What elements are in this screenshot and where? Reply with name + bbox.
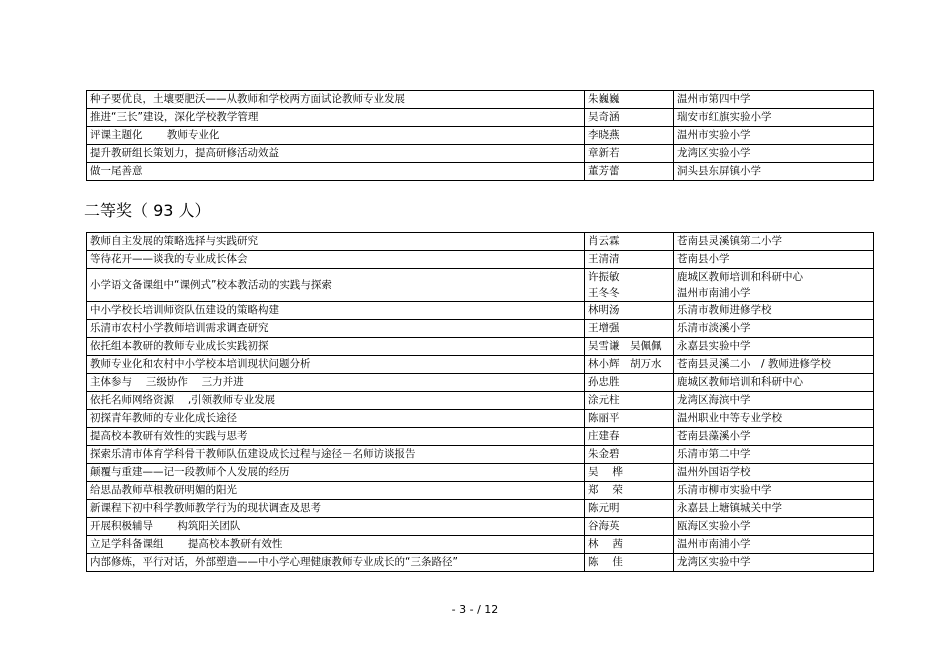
school-unit: 温州市第四中学 [674,91,874,109]
school-units [674,269,874,302]
author-name: 王清清 [585,251,674,269]
table-row [87,500,874,518]
school-unit: 永嘉县实验中学 [674,338,874,356]
author-name: 吴奇涵 [585,109,674,127]
author-names [585,269,674,302]
table-row [87,251,874,269]
school-unit: 洞头县东屏镇小学 [674,163,874,181]
paper-title: 做一尾善意 [87,163,585,181]
paper-title: 初探青年教师的专业化成长途径 [87,410,585,428]
author-name: 章新若 [585,145,674,163]
author-name: 许振敏 [588,271,620,283]
table-row [87,356,874,374]
paper-title: 教师自主发展的策略选择与实践研究 [87,233,585,251]
author-name: 朱巍巍 [585,91,674,109]
first-prize-table [86,90,874,181]
author-name: 吴 桦 [585,464,674,482]
table-row [87,320,874,338]
paper-title: 探索乐清市体育学科骨干教师队伍建设成长过程与途径－名师访谈报告 [87,446,585,464]
author-name: 陈丽平 [585,410,674,428]
paper-title: 主体参与 三级协作 三力并进 [87,374,585,392]
paper-title: 提高校本教研有效性的实践与思考 [87,428,585,446]
school-unit: 龙湾区实验中学 [674,554,874,572]
table-row [87,338,874,356]
table-row [87,91,874,109]
page-number: - 3 - / 12 [451,603,499,616]
paper-title: 教师专业化和农村中小学校本培训现状问题分析 [87,356,585,374]
paper-title: 依托名师网络资源 ,引领教师专业发展 [87,392,585,410]
author-name: 朱金碧 [585,446,674,464]
table-row [87,410,874,428]
author-name: 肖云霖 [585,233,674,251]
school-unit: 乐清市教师进修学校 [674,302,874,320]
author-name: 吴雪谦 吴佩佩 [585,338,674,356]
school-unit: 苍南县藻溪小学 [674,428,874,446]
paper-title: 小学语文备课组中“课例式”校本教活动的实践与探索 [87,269,585,302]
school-unit: 永嘉县上塘镇城关中学 [674,500,874,518]
table-row [87,428,874,446]
author-name: 谷海英 [585,518,674,536]
school-unit: 温州市实验小学 [674,127,874,145]
paper-title: 乐清市农村小学教师培训需求调查研究 [87,320,585,338]
table-row [87,145,874,163]
paper-title: 内部修炼，平行对话，外部塑造——中小学心理健康教师专业成长的“三条路径” [87,554,585,572]
table-row [87,554,874,572]
paper-title: 给思品教师草根教研明媚的阳光 [87,482,585,500]
table-row [87,302,874,320]
school-unit: 温州市南浦小学 [674,536,874,554]
paper-title: 提升教研组长策划力，提高研修活动效益 [87,145,585,163]
second-prize-table [86,232,874,572]
school-unit: 乐清市淡溪小学 [674,320,874,338]
table-row [87,536,874,554]
author-name: 李晓燕 [585,127,674,145]
author-name: 王冬冬 [588,287,620,299]
author-name: 陈元明 [585,500,674,518]
paper-title: 新课程下初中科学教师教学行为的现状调查及思考 [87,500,585,518]
author-name: 庄建春 [585,428,674,446]
author-name: 郑 荣 [585,482,674,500]
table-row [87,464,874,482]
author-name: 陈 佳 [585,554,674,572]
school-unit: 温州外国语学校 [674,464,874,482]
school-unit: 鹿城区教师培训和科研中心 [674,374,874,392]
school-unit: 乐清市柳市实验中学 [674,482,874,500]
paper-title: 立足学科备课组 提高校本教研有效性 [87,536,585,554]
paper-title: 开展积极辅导 构筑阳关团队 [87,518,585,536]
school-unit: 瓯海区实验小学 [674,518,874,536]
table-row [87,127,874,145]
author-name: 王增强 [585,320,674,338]
author-name: 涂元柱 [585,392,674,410]
school-unit: 温州职业中等专业学校 [674,410,874,428]
school-unit: 龙湾区实验小学 [674,145,874,163]
school-unit: 鹿城区教师培训和科研中心 [677,271,803,283]
school-unit: 苍南县小学 [674,251,874,269]
school-unit: 瑞安市红旗实验小学 [674,109,874,127]
paper-title: 种子要优良，土壤要肥沃——从教师和学校两方面试论教师专业发展 [87,91,585,109]
paper-title: 中小学校长培训师资队伍建设的策略构建 [87,302,585,320]
author-name: 董芳蕾 [585,163,674,181]
paper-title: 等待花开——谈我的专业成长体会 [87,251,585,269]
table-row [87,109,874,127]
second-prize-heading: 二等奖（ 93 人） [84,201,211,220]
table-row [87,392,874,410]
school-unit: 苍南县灵溪二小 / 教师进修学校 [674,356,874,374]
author-name: 林明汤 [585,302,674,320]
author-name: 林 茜 [585,536,674,554]
paper-title: 评课主题化 教师专业化 [87,127,585,145]
table-row [87,269,874,302]
paper-title: 推进“三长”建设，深化学校教学管理 [87,109,585,127]
table-row [87,482,874,500]
school-unit: 苍南县灵溪镇第二小学 [674,233,874,251]
table-row [87,233,874,251]
table-row [87,374,874,392]
school-unit: 乐清市第二中学 [674,446,874,464]
author-name: 孙忠胜 [585,374,674,392]
table-row [87,446,874,464]
paper-title: 颠覆与重建——记一段教师个人发展的经历 [87,464,585,482]
table-row [87,518,874,536]
table-row [87,163,874,181]
author-name: 林小辉 胡万水 [585,356,674,374]
school-unit: 龙湾区海滨中学 [674,392,874,410]
paper-title: 依托组本教研的教师专业成长实践初探 [87,338,585,356]
school-unit: 温州市南浦小学 [677,287,751,299]
